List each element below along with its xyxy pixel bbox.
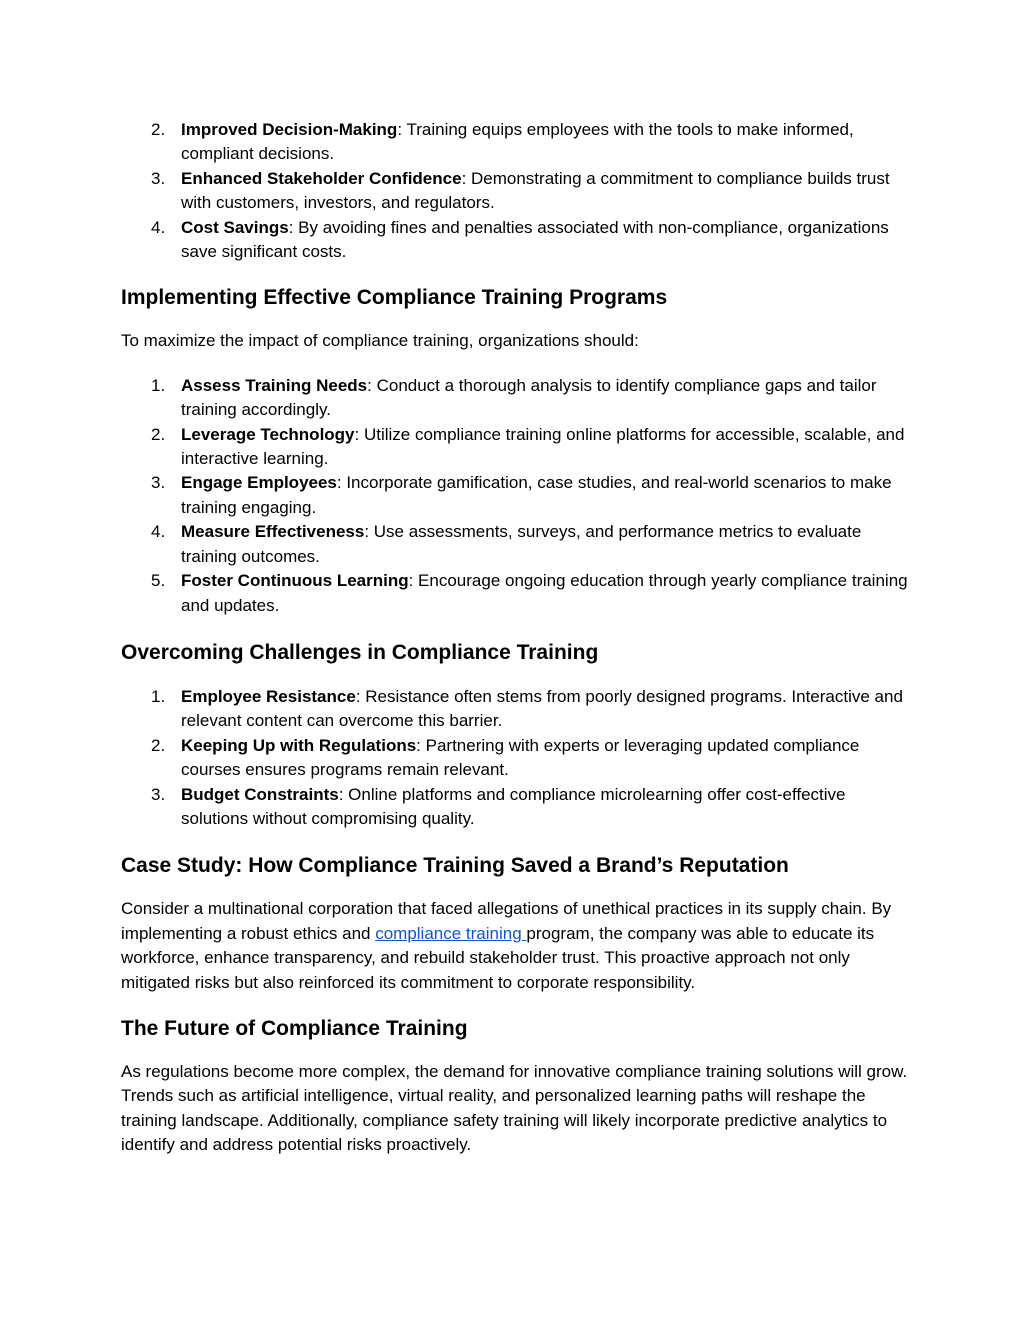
compliance-training-link[interactable]: compliance training — [375, 923, 527, 943]
case-study-paragraph — [121, 897, 911, 995]
list-item — [121, 734, 911, 783]
list-term: Engage Employees — [181, 473, 337, 493]
list-text: : Incorporate gamification, case studies, and real-world scenarios to make training engaging. — [181, 473, 892, 517]
list-item — [121, 374, 911, 423]
list-item — [121, 569, 911, 618]
list-number: 3. — [151, 168, 166, 188]
list-item — [121, 423, 911, 472]
list-item — [121, 471, 911, 520]
challenges-list — [121, 685, 911, 831]
list-item — [121, 216, 911, 265]
list-item — [121, 167, 911, 216]
document-page — [121, 118, 911, 1158]
list-item — [121, 118, 911, 167]
list-term: Budget Constraints — [181, 784, 339, 804]
list-text: : Utilize compliance training online platforms for accessible, scalable, and interactive learning. — [181, 424, 905, 469]
section-heading-future: The Future of Compliance Training — [121, 1016, 468, 1040]
section-heading-challenges: Overcoming Challenges in Compliance Training — [121, 640, 599, 664]
list-text: : Training equips employees with the tools to make informed, compliant decisions. — [181, 120, 854, 164]
list-text: : Use assessments, surveys, and performance metrics to evaluate training outcomes. — [181, 522, 862, 566]
list-term: Enhanced Stakeholder Confidence — [181, 168, 462, 188]
list-number: 2. — [151, 120, 166, 139]
benefits-list — [121, 118, 911, 264]
implementing-list — [121, 374, 911, 618]
list-item — [121, 520, 911, 569]
case-study-text-before: Consider a multinational corporation that faced allegations of unethical practices in its supply chain. By implementing a robust ethics and — [121, 899, 892, 943]
list-number: 3. — [151, 473, 166, 493]
list-term: Keeping Up with Regulations — [181, 735, 417, 755]
list-text: : By avoiding fines and penalties associated with non-compliance, organizations save significant costs. — [181, 217, 889, 262]
list-number: 4. — [151, 522, 166, 542]
list-text: : Online platforms and compliance microlearning offer cost-effective solutions without compromising quality. — [181, 784, 846, 828]
list-text: : Partnering with experts or leveraging updated compliance courses ensures programs remain relevant. — [181, 735, 860, 780]
list-number: 5. — [151, 571, 166, 591]
section-heading-case-study: Case Study: How Compliance Training Saved a Brand’s Reputation — [121, 854, 789, 878]
list-text: : Demonstrating a commitment to compliance builds trust with customers, investors, and regulators. — [181, 168, 890, 213]
list-term: Assess Training Needs — [181, 375, 368, 395]
list-text: : Resistance often stems from poorly designed programs. Interactive and relevant content can overcome this barrier. — [181, 686, 903, 731]
list-term: Cost Savings — [181, 217, 289, 237]
list-term: Measure Effectiveness — [181, 522, 365, 542]
list-number: 1. — [151, 375, 166, 395]
section-heading-implementing: Implementing Effective Compliance Training Programs — [121, 286, 668, 310]
future-paragraph: As regulations become more complex, the demand for innovative compliance training solutions will grow. Trends such as artificial intelligence, virtual reality, and personalized learning paths will reshape the training landscape. Additionally, compliance safety training will likely incorporate predictive analytics to identify and address potential risks proactively. — [121, 1061, 908, 1155]
implementing-intro: To maximize the impact of compliance training, organizations should: — [121, 331, 639, 351]
list-number: 1. — [151, 686, 166, 706]
list-text: : Conduct a thorough analysis to identify compliance gaps and tailor training accordingly. — [181, 375, 877, 420]
case-study-text-after: program, the company was able to educate its workforce, enhance transparency, and rebuild stakeholder trust. This proactive approach not only mitigated risks but also reinforced its commitment to corporate responsibility. — [121, 923, 875, 992]
list-number: 2. — [151, 735, 166, 755]
list-term: Improved Decision-Making — [181, 120, 398, 139]
list-term: Employee Resistance — [181, 686, 356, 706]
list-number: 3. — [151, 784, 166, 804]
list-item — [121, 783, 911, 832]
list-item — [121, 685, 911, 734]
list-text: : Encourage ongoing education through yearly compliance training and updates. — [181, 571, 908, 615]
list-term: Foster Continuous Learning — [181, 571, 409, 591]
list-number: 4. — [151, 217, 166, 237]
list-term: Leverage Technology — [181, 424, 355, 444]
list-number: 2. — [151, 424, 166, 444]
